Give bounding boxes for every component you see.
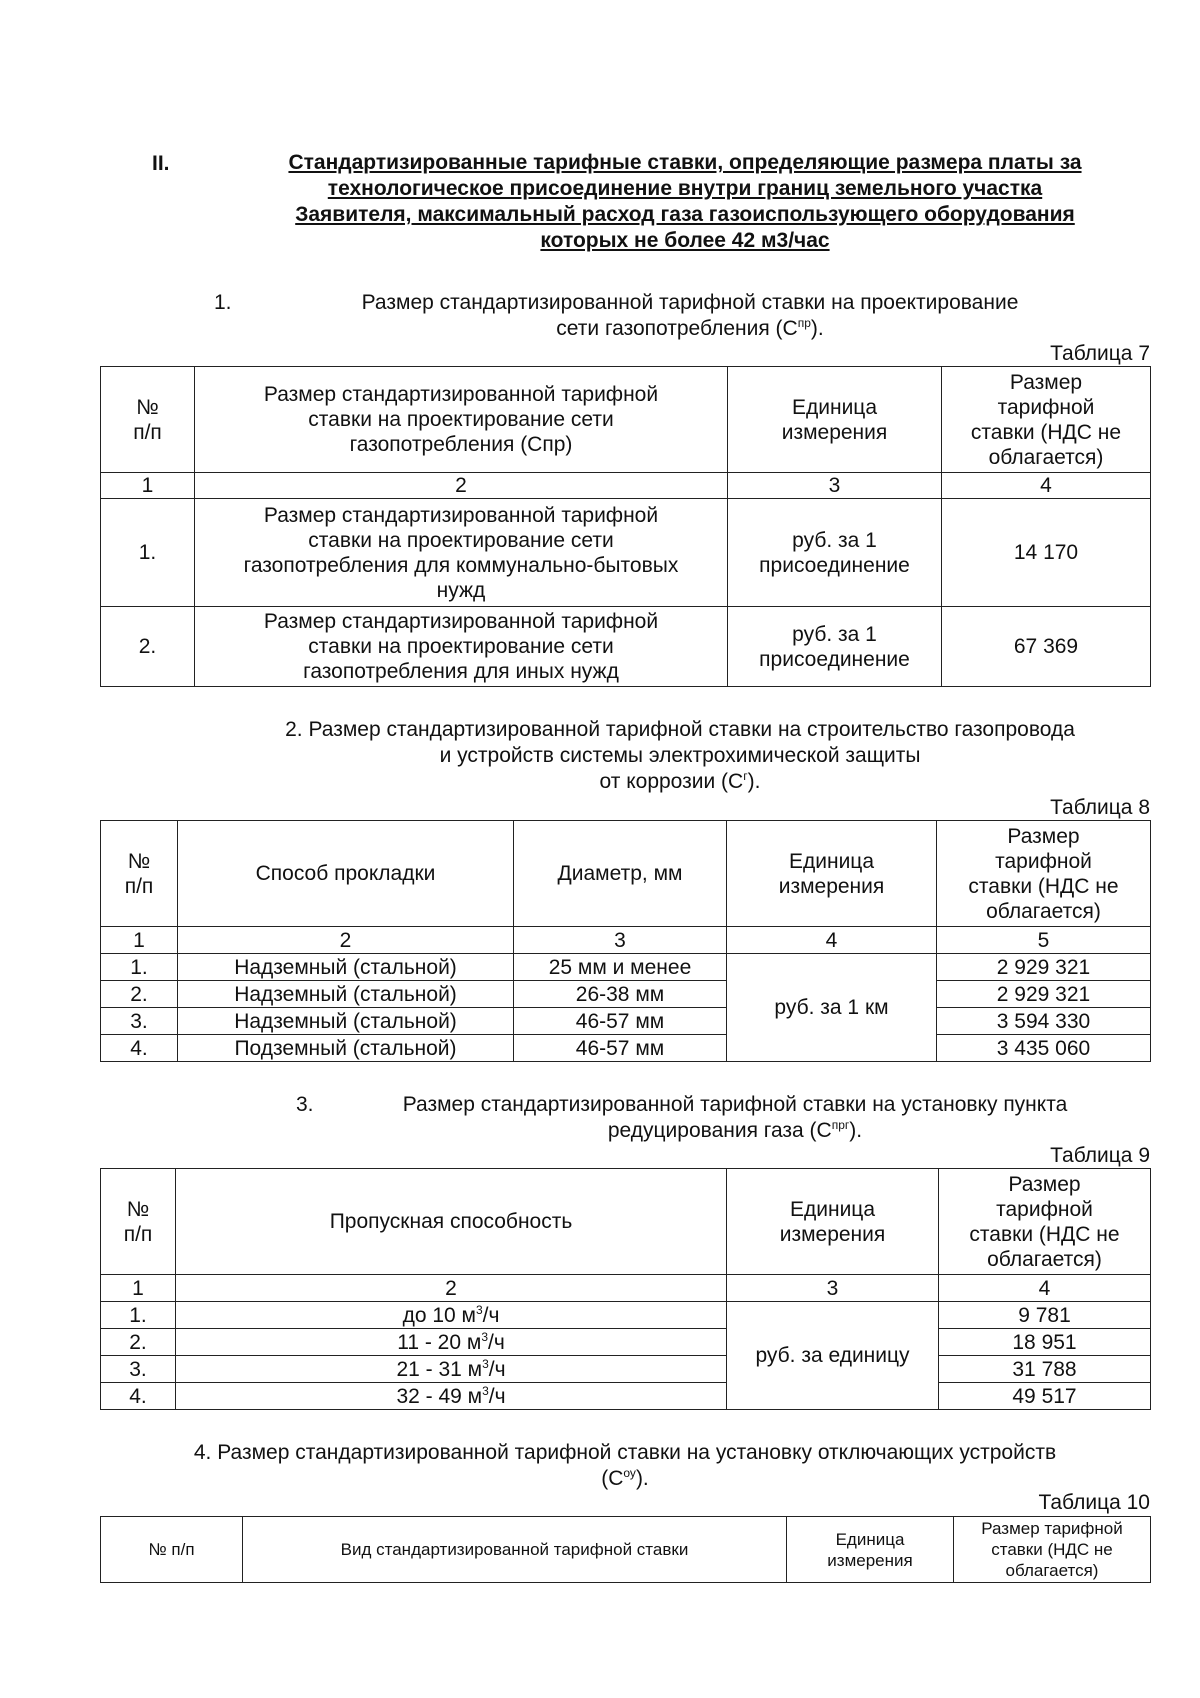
row-method: Надземный (стальной): [178, 981, 514, 1008]
table-row: [101, 1329, 1151, 1356]
row-no: 4.: [101, 1383, 176, 1410]
row-rate: 31 788: [939, 1356, 1151, 1383]
col-num-cell: 4: [727, 927, 937, 954]
block2-heading: [200, 717, 1160, 795]
row-capacity: до 10 $м^3/ч$: [176, 1302, 727, 1329]
table-row: [101, 1035, 1151, 1062]
table-row: [101, 1302, 1151, 1329]
col-num-cell: 1: [101, 927, 178, 954]
section-title: [210, 150, 1160, 254]
row-diameter: 26-38 мм: [514, 981, 727, 1008]
block2-heading-line2: и устройств системы электрохимической защиты: [439, 744, 921, 767]
table-row: [101, 499, 1151, 607]
table10-label: Таблица 10: [1038, 1491, 1150, 1514]
column-number-row: [101, 1275, 1151, 1302]
block4-heading-line1: 4. Размер стандартизированной тарифной ставки на установку отключающих устройств: [193, 1441, 1057, 1464]
col-num-cell: 5: [937, 927, 1151, 954]
row-diameter: 46-57 мм: [514, 1008, 727, 1035]
col-num-cell: 3: [514, 927, 727, 954]
block4-heading-line2: $(С^{оу})$.: [601, 1466, 649, 1490]
row-unit-merged: руб. за единицу: [727, 1302, 939, 1410]
block3-heading-line1: Размер стандартизированной тарифной ставки на установку пункта: [402, 1093, 1068, 1116]
header-cell-name: Размер стандартизированной тарифной ставки на проектирование сети газопотребления (Спр): [195, 367, 728, 473]
table-header-row: [101, 1169, 1151, 1275]
row-unit: руб. за 1 присоединение: [728, 607, 942, 687]
table-header-row: [101, 367, 1151, 473]
header-cell-type: Вид стандартизированной тарифной ставки: [243, 1517, 787, 1583]
table-7: [100, 366, 1151, 687]
col-num-cell: 1: [101, 473, 195, 499]
table-row: [101, 954, 1151, 981]
table-row: [101, 1383, 1151, 1410]
header-cell-unit: Единица измерения: [727, 821, 937, 927]
row-diameter: 25 мм и менее: [514, 954, 727, 981]
table-row: [101, 607, 1151, 687]
col-num-cell: 4: [942, 473, 1151, 499]
row-method: Подземный (стальной): [178, 1035, 514, 1062]
block1-heading-line1: Размер стандартизированной тарифной ставки на проектирование: [361, 291, 1019, 314]
table7-label: Таблица 7: [1050, 342, 1150, 365]
header-cell-no: № п/п: [101, 1169, 176, 1275]
block2-heading-line3: от коррозии $(С^г)$.: [599, 769, 761, 793]
row-rate: 18 951: [939, 1329, 1151, 1356]
row-no: 4.: [101, 1035, 178, 1062]
col-num-cell: 2: [176, 1275, 727, 1302]
row-unit-merged: руб. за 1 км: [727, 954, 937, 1062]
row-no: 2.: [101, 981, 178, 1008]
table-10: [100, 1516, 1151, 1583]
row-diameter: 46-57 мм: [514, 1035, 727, 1062]
block1-heading-line2: сети газопотребления $(С^{пр})$.: [556, 316, 824, 340]
block1-heading: [240, 290, 1140, 342]
row-rate: 49 517: [939, 1383, 1151, 1410]
col-num-cell: 4: [939, 1275, 1151, 1302]
header-cell-method: Способ прокладки: [178, 821, 514, 927]
header-cell-capacity: Пропускная способность: [176, 1169, 727, 1275]
table-header-row: [101, 1517, 1151, 1583]
header-cell-rate: Размер тарифной ставки (НДС не облагается): [939, 1169, 1151, 1275]
section-title-line: Заявителя, максимальный расход газа газоиспользующего оборудования: [295, 203, 1075, 226]
row-capacity: 11 - 20 $м^3/ч$: [176, 1329, 727, 1356]
row-rate: 3 435 060: [937, 1035, 1151, 1062]
table-row: [101, 1356, 1151, 1383]
row-rate: 9 781: [939, 1302, 1151, 1329]
col-num-cell: 2: [178, 927, 514, 954]
row-no: 1.: [101, 1302, 176, 1329]
header-cell-rate: Размер тарифной ставки (НДС не облагается): [937, 821, 1151, 927]
row-name: Размер стандартизированной тарифной ставки на проектирование сети газопотребления для иных нужд: [195, 607, 728, 687]
row-capacity: 32 - 49 $м^3/ч$: [176, 1383, 727, 1410]
header-cell-no: № п/п: [101, 367, 195, 473]
block2-heading-line1: 2. Размер стандартизированной тарифной ставки на строительство газопровода: [285, 718, 1075, 741]
block3-heading: [320, 1092, 1150, 1144]
table-9: [100, 1168, 1151, 1410]
block1-number: 1.: [214, 291, 232, 314]
header-cell-rate: Размер тарифной ставки (НДС не облагается): [954, 1517, 1151, 1583]
block4-heading: [100, 1440, 1150, 1492]
table-row: [101, 1008, 1151, 1035]
row-rate: 3 594 330: [937, 1008, 1151, 1035]
row-capacity: 21 - 31 $м^3/ч$: [176, 1356, 727, 1383]
header-cell-no: № п/п: [101, 821, 178, 927]
column-number-row: [101, 473, 1151, 499]
table-8: [100, 820, 1151, 1062]
header-cell-unit: Единица измерения: [728, 367, 942, 473]
row-no: 1.: [101, 954, 178, 981]
row-rate: 67 369: [942, 607, 1151, 687]
row-rate: 14 170: [942, 499, 1151, 607]
table-row: [101, 981, 1151, 1008]
header-cell-no: № п/п: [101, 1517, 243, 1583]
table9-label: Таблица 9: [1050, 1144, 1150, 1167]
block3-heading-line2: редуцирования газа $(С^{прг})$.: [607, 1118, 863, 1142]
row-rate: 2 929 321: [937, 954, 1151, 981]
row-no: 1.: [101, 499, 195, 607]
block3-number: 3.: [296, 1093, 314, 1116]
row-unit: руб. за 1 присоединение: [728, 499, 942, 607]
col-num-cell: 3: [727, 1275, 939, 1302]
table-header-row: [101, 821, 1151, 927]
section-title-line: которых не более 42 м3/час: [540, 229, 830, 252]
row-no: 3.: [101, 1008, 178, 1035]
row-name: Размер стандартизированной тарифной ставки на проектирование сети газопотребления для коммунально-бытовых нужд: [195, 499, 728, 607]
section-title-line: Стандартизированные тарифные ставки, определяющие размера платы за: [288, 151, 1082, 174]
header-cell-unit: Единица измерения: [727, 1169, 939, 1275]
col-num-cell: 2: [195, 473, 728, 499]
col-num-cell: 1: [101, 1275, 176, 1302]
section-number: II.: [152, 152, 170, 175]
header-cell-diameter: Диаметр, мм: [514, 821, 727, 927]
row-no: 3.: [101, 1356, 176, 1383]
row-method: Надземный (стальной): [178, 1008, 514, 1035]
row-no: 2.: [101, 607, 195, 687]
table8-label: Таблица 8: [1050, 796, 1150, 819]
row-no: 2.: [101, 1329, 176, 1356]
col-num-cell: 3: [728, 473, 942, 499]
section-title-line: технологическое присоединение внутри границ земельного участка: [327, 177, 1043, 200]
column-number-row: [101, 927, 1151, 954]
header-cell-rate: Размер тарифной ставки (НДС не облагается): [942, 367, 1151, 473]
row-method: Надземный (стальной): [178, 954, 514, 981]
row-rate: 2 929 321: [937, 981, 1151, 1008]
header-cell-unit: Единица измерения: [787, 1517, 954, 1583]
